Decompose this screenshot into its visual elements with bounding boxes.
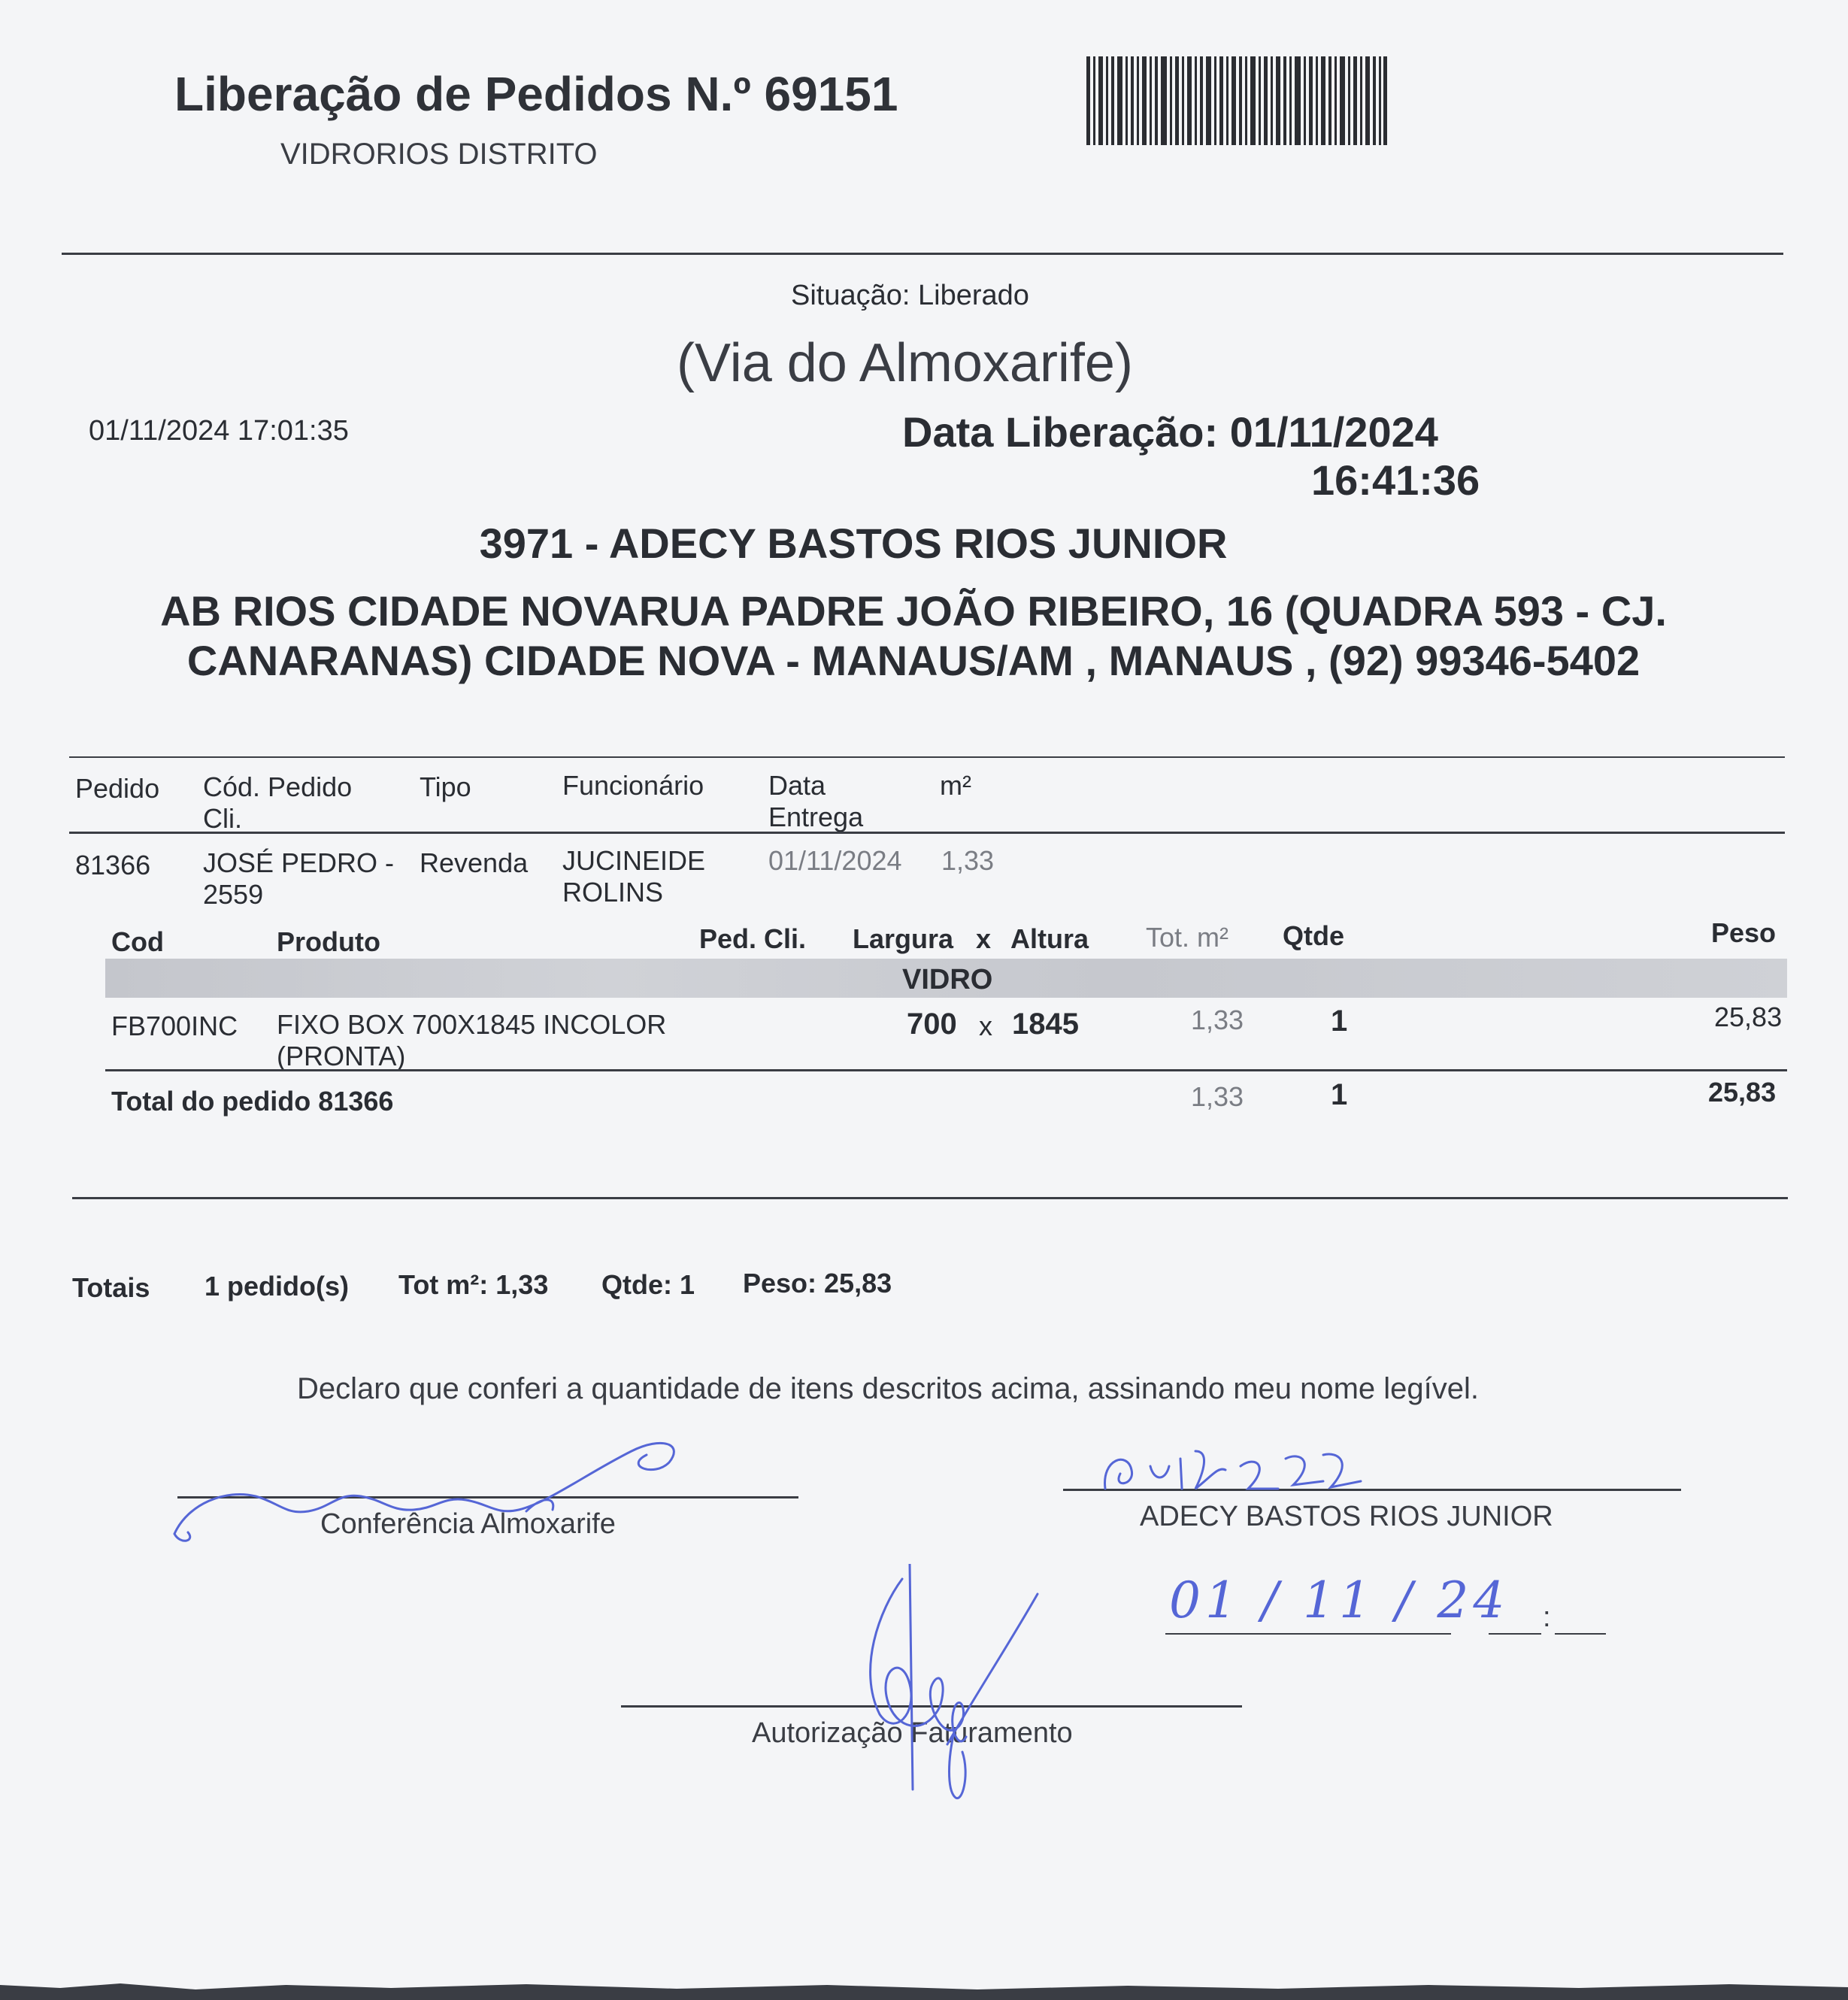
totals-peso: Peso: 25,83 <box>743 1268 892 1298</box>
col-tipo: Tipo <box>420 771 471 802</box>
item-qtde: 1 <box>1331 1005 1348 1038</box>
order-funcionario: JUCINEIDE ROLINS <box>562 845 706 908</box>
col-m2: m² <box>940 770 971 801</box>
col-pedido: Pedido <box>75 773 160 804</box>
table-bottom-rule <box>72 1197 1788 1199</box>
col-funcionario: Funcionário <box>562 770 704 801</box>
date-line <box>1165 1633 1451 1635</box>
item-altura: 1845 <box>1012 1008 1079 1041</box>
signature-label-conferencia: Conferência Almoxarife <box>320 1508 616 1540</box>
order-cod-pedido-cli: JOSÉ PEDRO - 2559 <box>203 847 395 910</box>
via-label: (Via do Almoxarife) <box>677 333 1133 393</box>
time-line-minutes <box>1555 1633 1606 1635</box>
item-cod: FB700INC <box>111 1011 238 1041</box>
item-x: x <box>979 1011 992 1041</box>
col-produto: Produto <box>277 926 380 957</box>
order-total-label: Total do pedido 81366 <box>111 1086 394 1117</box>
col-data-entrega: Data Entrega <box>768 770 864 832</box>
time-line-hours <box>1489 1633 1541 1635</box>
item-largura: 700 <box>907 1008 957 1041</box>
release-date: Data Liberação: 01/11/2024 <box>902 408 1438 456</box>
col-peso: Peso <box>1711 917 1777 948</box>
signature-label-cliente: ADECY BASTOS RIOS JUNIOR <box>1140 1501 1553 1532</box>
order-table-header-rule <box>69 832 1785 834</box>
order-table-top-rule <box>69 756 1785 758</box>
company-name: VIDRORIOS DISTRITO <box>280 138 598 171</box>
release-time: 16:41:36 <box>1311 456 1480 504</box>
order-total-qtde: 1 <box>1331 1078 1348 1111</box>
item-peso: 25,83 <box>1714 1002 1783 1032</box>
col-cod: Cod <box>111 926 164 957</box>
signature-conferencia-ink <box>165 1421 707 1556</box>
status-text: Situação: Liberado <box>791 280 1029 311</box>
order-data-entrega: 01/11/2024 <box>768 845 902 876</box>
printed-datetime: 01/11/2024 17:01:35 <box>89 415 349 447</box>
col-largura: Largura <box>853 923 954 954</box>
item-tot-m2: 1,33 <box>1191 1005 1244 1035</box>
col-altura: Altura <box>1010 923 1089 954</box>
col-cod-pedido-cli: Cód. Pedido Cli. <box>203 771 353 834</box>
declaration-text: Declaro que conferi a quantidade de itens descritos acima, assinando meu nome legível. <box>297 1372 1480 1405</box>
col-ped-cli: Ped. Cli. <box>699 923 807 954</box>
signature-label-autorizacao: Autorização Faturamento <box>752 1717 1073 1749</box>
torn-paper-edge <box>0 1977 1848 2000</box>
order-total-m2: 1,33 <box>1191 1081 1244 1112</box>
totals-m2: Tot m²: 1,33 <box>398 1269 549 1300</box>
col-x: x <box>976 923 992 954</box>
totals-qtde: Qtde: 1 <box>601 1269 695 1300</box>
col-tot-m2: Tot. m² <box>1146 922 1229 953</box>
time-colon: : <box>1543 1602 1551 1633</box>
barcode <box>1086 56 1387 145</box>
customer-name: 3971 - ADECY BASTOS RIOS JUNIOR <box>479 520 1228 567</box>
item-total-rule <box>105 1069 1787 1071</box>
totals-label: Totais <box>72 1272 150 1303</box>
totals-pedidos: 1 pedido(s) <box>204 1271 350 1302</box>
customer-address: AB RIOS CIDADE NOVARUA PADRE JOÃO RIBEIRO, 16 (QUADRA 593 - CJ. CANARANAS) CIDADE NOVA - MANAUS/AM , MANAUS , (92) 99346-5402 <box>160 587 1667 684</box>
header-divider <box>62 253 1783 255</box>
signature-cliente-ink <box>1098 1436 1368 1504</box>
handwritten-date: 01 / 11 / 24 <box>1169 1571 1510 1629</box>
order-total-peso: 25,83 <box>1708 1077 1777 1108</box>
signature-autorizacao-ink <box>835 1564 1060 1812</box>
item-produto: FIXO BOX 700X1845 INCOLOR (PRONTA) <box>277 1009 667 1071</box>
order-m2: 1,33 <box>941 845 995 876</box>
order-tipo: Revenda <box>420 847 529 878</box>
col-qtde: Qtde <box>1283 920 1345 951</box>
document-title: Liberação de Pedidos N.º 69151 <box>174 67 898 121</box>
order-pedido: 81366 <box>75 850 151 880</box>
group-label: VIDRO <box>902 964 993 995</box>
